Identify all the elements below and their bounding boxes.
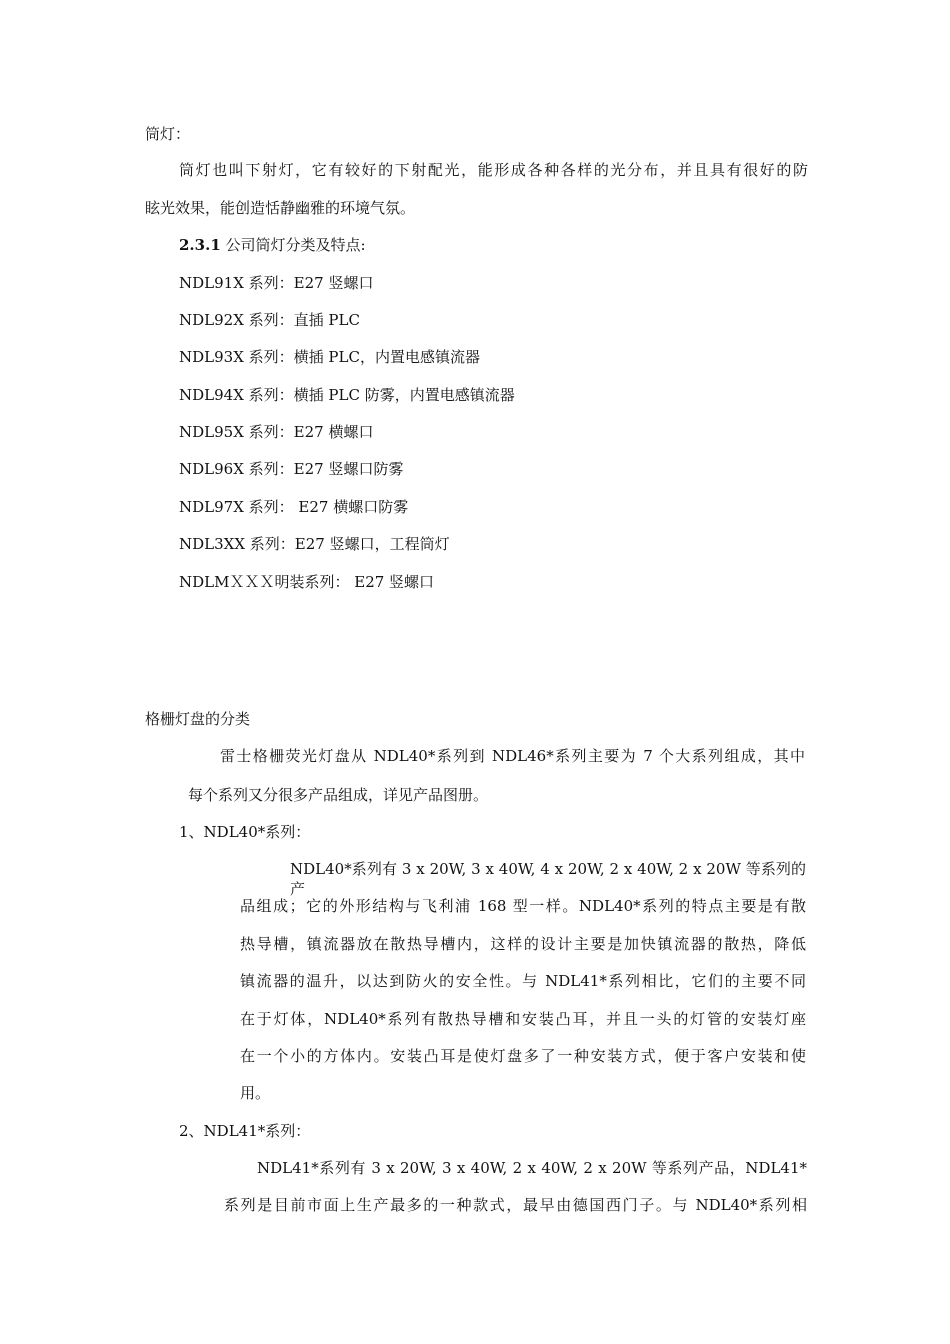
subheading-text: 公司筒灯分类及特点: xyxy=(220,236,366,254)
paragraph-line: 每个系列又分很多产品组成，详见产品图册。 xyxy=(188,786,489,804)
paragraph-line: 品组成；它的外形结构与飞利浦 168 型一样。NDL40*系列的特点主要是有散 xyxy=(240,897,806,915)
subheading-number: 2.3.1 xyxy=(179,236,221,254)
paragraph-line: NDL40*系列有 3 x 20W, 3 x 40W, 4 x 20W, 2 x 40W, 2 x 20W 等系列的产 xyxy=(290,860,806,898)
section-heading-downlight: 筒灯： xyxy=(145,125,191,143)
paragraph-line: 用。 xyxy=(240,1084,271,1102)
series-item: NDLMＸＸＸ明装系列： E27 竖螺口 xyxy=(179,573,435,591)
paragraph-line: 雷士格栅荧光灯盘从 NDL40*系列到 NDL46*系列主要为 7 个大系列组成，其中 xyxy=(220,747,805,765)
section-heading-grille: 格栅灯盘的分类 xyxy=(145,710,251,728)
series-item: NDL96X 系列：E27 竖螺口防雾 xyxy=(179,460,404,478)
item-title: 2、NDL41*系列： xyxy=(179,1122,311,1140)
paragraph-line: 在一个小的方体内。安装凸耳是使灯盘多了一种安装方式，便于客户安装和使 xyxy=(240,1047,806,1065)
series-item: NDL92X 系列：直插 PLC xyxy=(179,311,360,329)
subheading xyxy=(179,235,366,255)
series-item: NDL91X 系列：E27 竖螺口 xyxy=(179,274,374,292)
series-item: NDL95X 系列：E27 横螺口 xyxy=(179,423,374,441)
series-item: NDL3XX 系列：E27 竖螺口，工程筒灯 xyxy=(179,535,450,553)
series-item: NDL97X 系列： E27 横螺口防雾 xyxy=(179,498,409,516)
paragraph-line: 筒灯也叫下射灯，它有较好的下射配光，能形成各种各样的光分布，并且具有很好的防 xyxy=(179,161,808,179)
series-item: NDL93X 系列：横插 PLC，内置电感镇流器 xyxy=(179,348,480,366)
paragraph-line: 热导槽，镇流器放在散热导槽内，这样的设计主要是加快镇流器的散热，降低 xyxy=(240,935,806,953)
paragraph-line: 眩光效果，能创造恬静幽雅的环境气氛。 xyxy=(145,199,416,217)
paragraph-line: 系列是目前市面上生产最多的一种款式，最早由德国西门子。与 NDL40*系列相 xyxy=(224,1196,807,1214)
item-title: 1、NDL40*系列： xyxy=(179,823,311,841)
paragraph-line: NDL41*系列有 3 x 20W, 3 x 40W, 2 x 40W, 2 x 20W 等系列产品，NDL41* xyxy=(257,1159,807,1177)
series-item: NDL94X 系列：横插 PLC 防雾，内置电感镇流器 xyxy=(179,386,515,404)
paragraph-line: 在于灯体，NDL40*系列有散热导槽和安装凸耳，并且一头的灯管的安装灯座 xyxy=(240,1010,806,1028)
paragraph-line: 镇流器的温升，以达到防火的安全性。与 NDL41*系列相比，它们的主要不同 xyxy=(240,972,806,990)
